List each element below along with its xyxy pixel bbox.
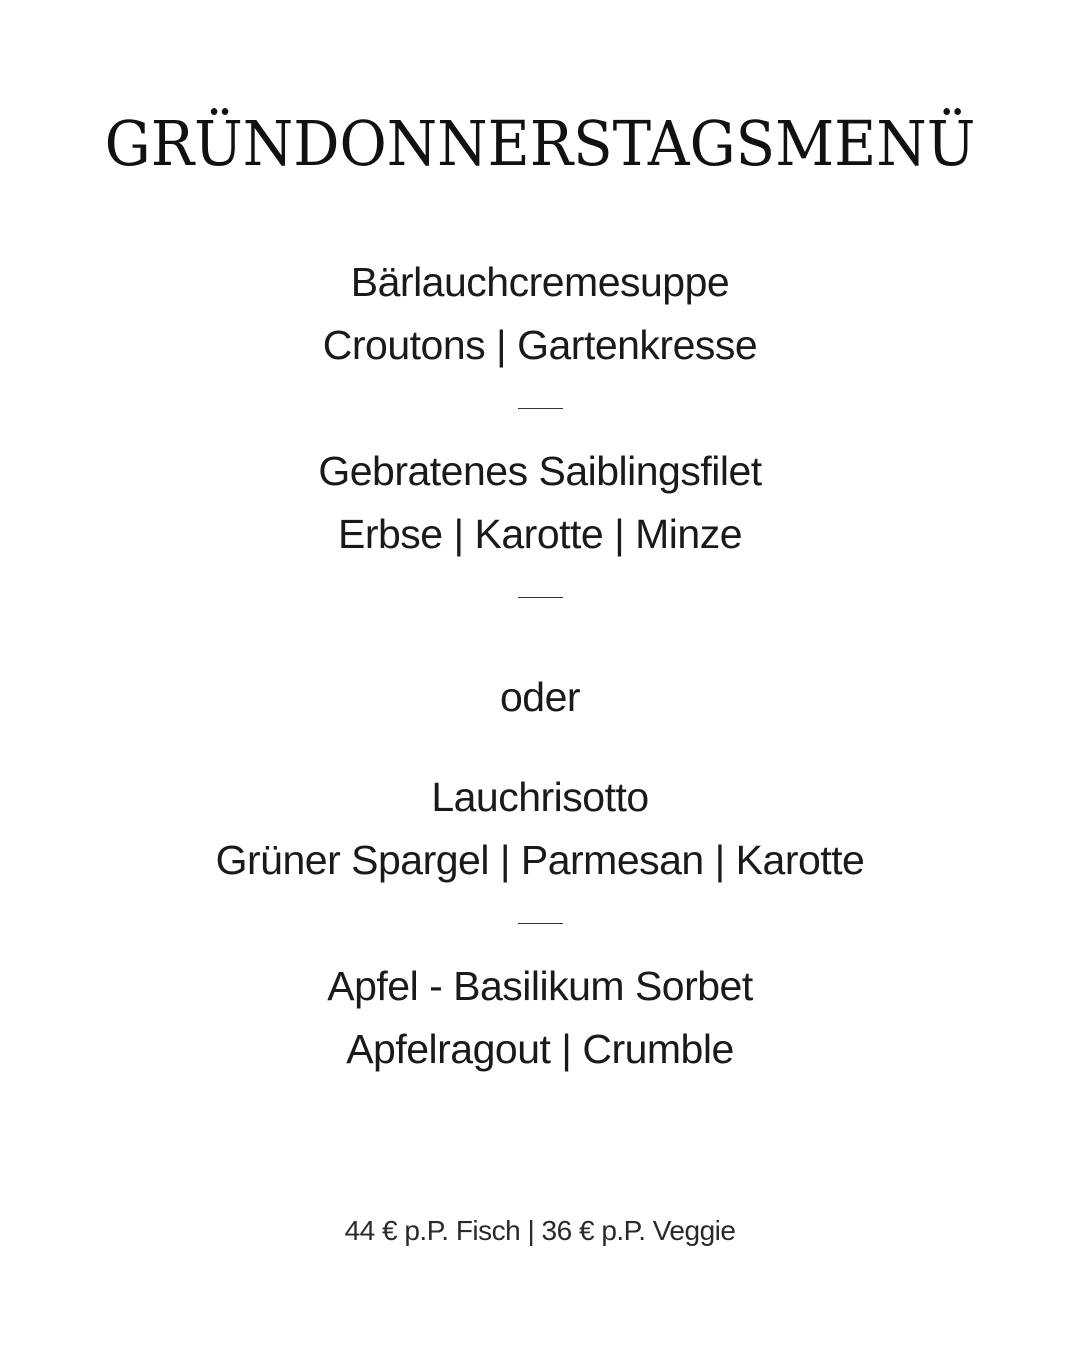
- course-4-description: Apfelragout | Crumble: [346, 1026, 734, 1072]
- course-2-description: Erbse | Karotte | Minze: [337, 511, 743, 557]
- course-1-name: Bärlauchcremesuppe: [350, 259, 730, 305]
- course-3-name: Lauchrisotto: [431, 774, 649, 820]
- menu-title: GRÜNDONNERSTAGSMENÜ: [104, 107, 976, 180]
- course-3-description: Grüner Spargel | Parmesan | Karotte: [215, 837, 865, 883]
- course-2-name: Gebratenes Saiblingsfilet: [318, 448, 762, 494]
- alternative-label: oder: [499, 674, 581, 720]
- course-1-description: Croutons | Gartenkresse: [322, 322, 758, 368]
- course-divider: [518, 923, 563, 924]
- course-divider: [518, 597, 563, 598]
- course-4-name: Apfel - Basilikum Sorbet: [327, 963, 753, 1009]
- course-divider: [518, 408, 563, 409]
- price-info: 44 € p.P. Fisch | 36 € p.P. Veggie: [344, 1215, 736, 1246]
